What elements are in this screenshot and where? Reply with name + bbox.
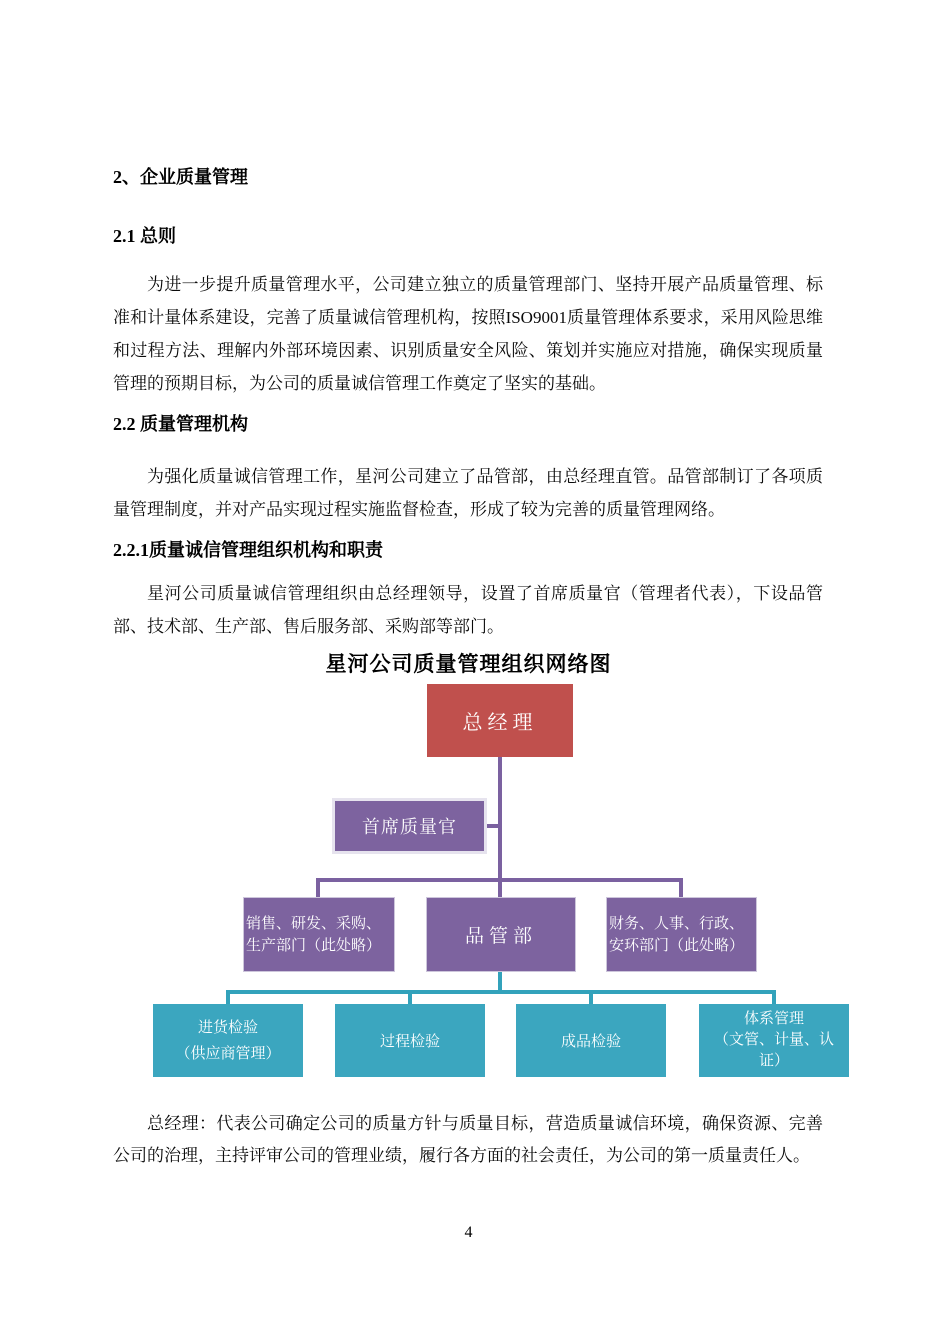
connector-drop-final <box>589 990 593 1004</box>
connector-cqo-stub <box>487 824 500 828</box>
node-process-inspection-label: 过程检验 <box>379 1034 440 1050</box>
node-final-inspection <box>516 1004 666 1077</box>
connector-drop-system <box>772 990 776 1004</box>
node-dept-right-line2: 安环部门（此处略） <box>609 937 745 954</box>
node-general-manager <box>427 684 573 757</box>
org-chart-title: 星河公司质量管理组织网络图 <box>325 652 612 676</box>
paragraph-gm-responsibility: 总经理：代表公司确定公司的质量方针与质量目标，营造质量诚信环境，确保资源、完善公司的治理，主持评审公司的管理业绩，履行各方面的社会责任，为公司的第一质量责任人。 <box>113 1114 823 1165</box>
node-incoming-inspection <box>153 1004 303 1077</box>
node-quality-dept-label: 品管部 <box>464 926 537 947</box>
node-dept-left-line1: 销售、研发、采购、 <box>246 915 382 932</box>
connector-drop-dept-right <box>679 878 683 897</box>
paragraph-quality-org: 为强化质量诚信管理工作，星河公司建立了品管部，由总经理直管。品管部制订了各项质量管理制度，并对产品实现过程实施监督检查，形成了较为完善的质量管理网络。 <box>113 467 823 519</box>
node-dept-right <box>606 897 757 972</box>
connector-qc-stub <box>498 972 502 992</box>
connector-drop-incoming <box>226 990 230 1004</box>
node-system-management-line1: 体系管理 <box>743 1011 804 1027</box>
heading-chapter: 2、企业质量管理 <box>113 167 248 187</box>
node-incoming-inspection-line1: 进货检验 <box>197 1019 258 1036</box>
paragraph-general-principles: 为进一步提升质量管理水平，公司建立独立的质量管理部门、坚持开展产品质量管理、标准和计量体系建设，完善了质量诚信管理机构，按照ISO9001质量管理体系要求，采用风险思维和过程方法、理解内外部环境因素、识别质量安全风险、策划并实施应对措施，确保实现质量管理的预期目标，为公司的质量诚信管理工作奠定了坚实的基础。 <box>113 275 823 393</box>
connector-drop-dept-left <box>316 878 320 897</box>
heading-section-2-1: 2.1 总则 <box>113 226 176 246</box>
node-process-inspection <box>335 1004 485 1077</box>
node-final-inspection-label: 成品检验 <box>560 1034 621 1050</box>
node-system-management-line3: 证） <box>758 1053 789 1069</box>
node-quality-dept <box>426 897 576 972</box>
node-dept-left-line2: 生产部门（此处略） <box>246 937 382 954</box>
heading-section-2-2-1: 2.2.1质量诚信管理组织机构和职责 <box>113 540 383 560</box>
heading-section-2-2: 2.2 质量管理机构 <box>113 414 248 434</box>
node-chief-quality-officer-label: 首席质量官 <box>362 817 457 837</box>
node-system-management <box>699 1004 849 1077</box>
connector-drop-process <box>408 990 412 1004</box>
page-number: 4 <box>464 1224 473 1241</box>
node-chief-quality-officer <box>332 798 487 854</box>
connector-teal-horizontal <box>226 990 776 994</box>
node-system-management-line2: （文管、计量、认 <box>713 1032 834 1048</box>
node-general-manager-label: 总经理 <box>462 712 538 734</box>
node-incoming-inspection-line2: （供应商管理） <box>175 1045 281 1062</box>
paragraph-org-structure: 星河公司质量诚信管理组织由总经理领导，设置了首席质量官（管理者代表），下设品管部、技术部、生产部、售后服务部、采购部等部门。 <box>113 584 823 636</box>
node-dept-left <box>243 897 395 972</box>
connector-mid-horizontal <box>316 878 683 882</box>
node-dept-right-line1: 财务、人事、行政、 <box>609 915 745 932</box>
